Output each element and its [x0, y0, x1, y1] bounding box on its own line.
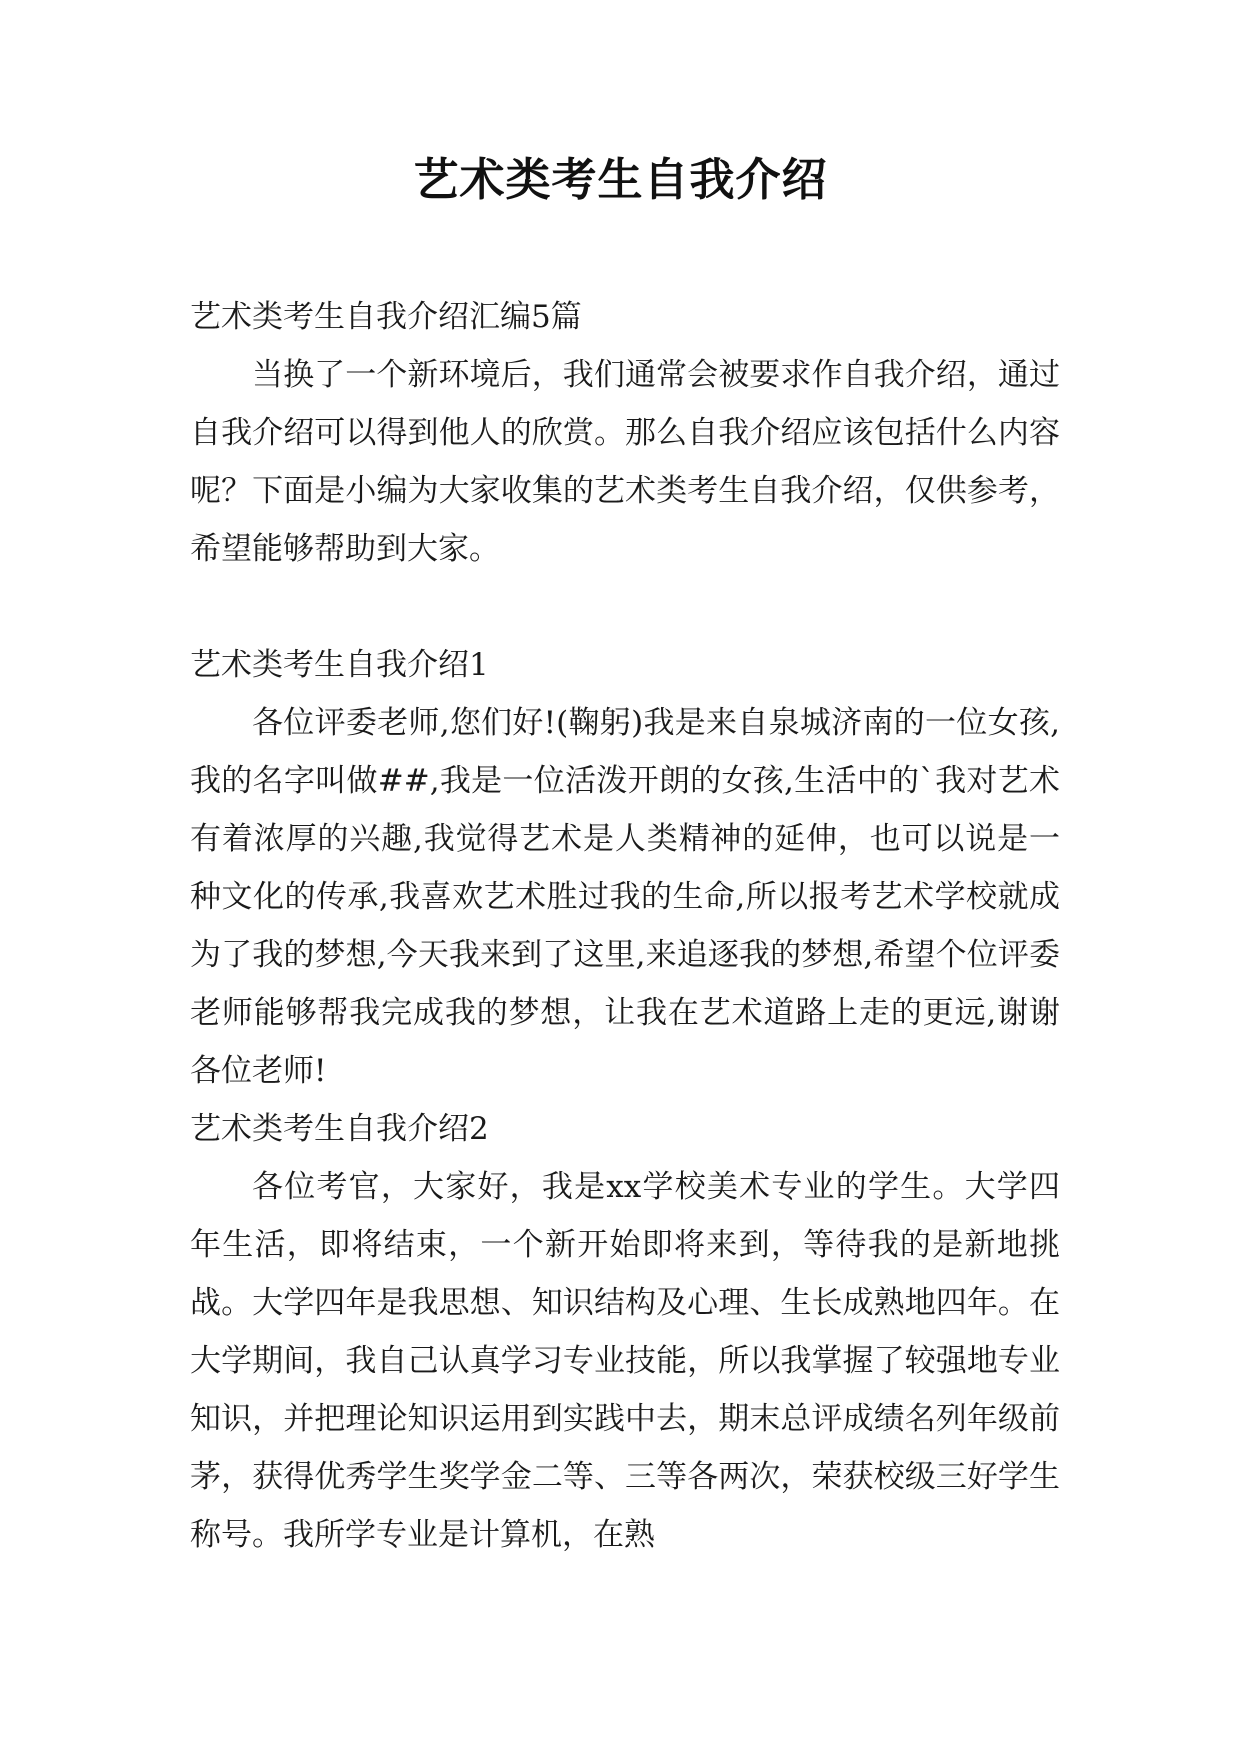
intro-paragraph: 当换了一个新环境后，我们通常会被要求作自我介绍，通过自我介绍可以得到他人的欣赏。那么自我介绍应该包括什么内容呢？下面是小编为大家收集的艺术类考生自我介绍，仅供参考，希望能够帮助到大家。 — [190, 357, 1060, 567]
document-body — [190, 288, 1060, 1564]
document-title: 艺术类考生自我介绍 — [413, 153, 828, 206]
section-paragraph-1: 各位评委老师,您们好!(鞠躬)我是来自泉城济南的一位女孩,我的名字叫做##,我是一位活泼开朗的女孩,生活中的`我对艺术有着浓厚的兴趣,我觉得艺术是人类精神的延伸，也可以说是一种文化的传承,我喜欢艺术胜过我的生命,所以报考艺术学校就成为了我的梦想,今天我来到了这里,来追逐我的梦想,希望个位评委老师能够帮我完成我的梦想，让我在艺术道路上走的更远,谢谢各位老师! — [190, 705, 1060, 1089]
section-heading-1: 艺术类考生自我介绍1 — [190, 647, 489, 683]
intro-heading: 艺术类考生自我介绍汇编5篇 — [190, 299, 582, 335]
section-spacer — [190, 578, 1060, 636]
section-heading-2: 艺术类考生自我介绍2 — [190, 1111, 489, 1147]
section-paragraph-2: 各位考官，大家好，我是xx学校美术专业的学生。大学四年生活，即将结束，一个新开始即将来到，等待我的是新地挑战。大学四年是我思想、知识结构及心理、生长成熟地四年。在大学期间，我自己认真学习专业技能，所以我掌握了较强地专业知识，并把理论知识运用到实践中去，期末总评成绩名列年级前茅，获得优秀学生奖学金二等、三等各两次，荣获校级三好学生称号。我所学专业是计算机，在熟 — [190, 1169, 1060, 1553]
